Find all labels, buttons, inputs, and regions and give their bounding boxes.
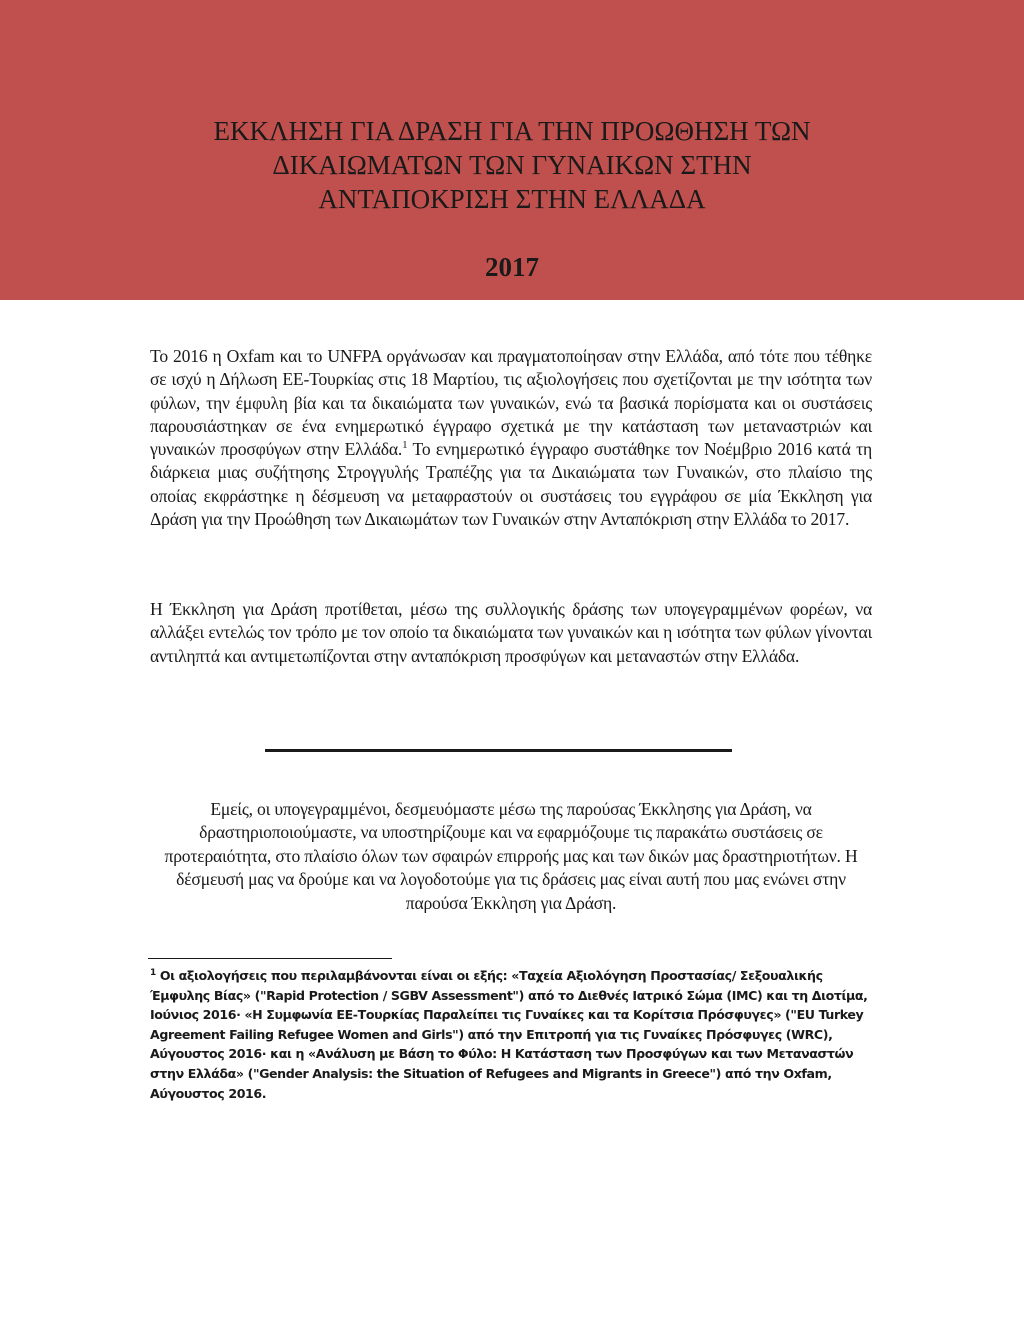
intro-paragraph [150,345,872,531]
title-line-2: ΔΙΚΑΙΩΜΑΤΩΝ ΤΩΝ ΓΥΝΑΙΚΩΝ ΣΤΗΝ [272,150,752,180]
intro-text-part-2: Το ενημερωτικό έγγραφο συστάθηκε τον Νοέμβριο 2016 κατά τη διάρκεια μιας συζήτησης Στρογγυλής Τραπέζης για τα Δικαιώματα των Γυναικών, στο πλαίσιο της οποίας εκφράστηκε η δέσμευση να μεταφραστούν οι συστάσεις του εγγράφου σε μία Έκκληση για Δράση για την Προώθηση των Δικαιωμάτων των Γυναικών στην Ανταπόκριση στην Ελλάδα το 2017. [150,439,872,530]
document-year: 2017 [485,252,539,282]
section-divider [265,749,732,752]
intro-text-part-1: Το 2016 η Oxfam και το UNFPA οργάνωσαν και πραγματοποίησαν στην Ελλάδα, από τότε που τέθηκε σε ισχύ η Δήλωση ΕΕ-Τουρκίας στις 18 Μαρτίου, τις αξιολογήσεις που σχετίζονται με την ισότητα των φύλων, την έμφυλη βία και τα δικαιώματα των γυναικών, ενώ τα βασικά πορίσματα και οι συστάσεις παρουσιάστηκαν σε ένα ενημερωτικό έγγραφο σχετικά με την κατάσταση των μεταναστριών και γυναικών προσφύγων στην Ελλάδα. [150,346,872,460]
footnote [150,966,872,1103]
title-line-3: ΑΝΤΑΠΟΚΡΙΣΗ ΣΤΗΝ ΕΛΛΑΔΑ [318,184,706,214]
purpose-paragraph: Η Έκκληση για Δράση προτίθεται, μέσω της συλλογικής δράσης των υπογεγραμμένων φορέων, να αλλάξει εντελώς τον τρόπο με τον οποίο τα δικαιώματα των γυναικών και η ισότητα των φύλων γίνονται αντιληπτά και αντιμετωπίζονται στην ανταπόκριση προσφύγων και μεταναστών στην Ελλάδα. [150,599,872,666]
footnote-text: Οι αξιολογήσεις που περιλαμβάνονται είναι οι εξής: «Ταχεία Αξιολόγηση Προστασίας/ Σεξουαλικής Έμφυλης Βίας» ("Rapid Protection / SGBV Assessment") από το Διεθνές Ιατρικό Σώμα (IMC) και τη Διοτίμα, Ιούνιος 2016· «Η Συμφωνία ΕΕ-Τουρκίας Παραλείπει τις Γυναίκες και τα Κορίτσια Πρόσφυγες» ("EU Turkey Agreement Failing Refugee Women and Girls") από την Επιτροπή για τις Γυναίκες Πρόσφυγες (WRC), Αύγουστος 2016· και η «Ανάλυση με Βάση το Φύλο: Η Κατάσταση των Προσφύγων και των Μεταναστών στην Ελλάδα» ("Gender Analysis: the Situation of Refugees and Migrants in Greece") από την Oxfam, Αύγουστος 2016. [150,968,868,1101]
footnote-separator [148,958,392,959]
footnote-reference[interactable]: 1 [402,439,408,452]
footnote-mark: 1 [150,967,156,978]
commitment-statement: Εμείς, οι υπογεγραμμένοι, δεσμευόμαστε μέσω της παρούσας Έκκλησης για Δράση, να δραστηριοποιούμαστε, να υποστηρίζουμε και να εφαρμόζουμε τις παρακάτω συστάσεις σε προτεραιότητα, στο πλαίσιο όλων των σφαιρών επιρροής μας και των δικών μας δραστηριοτήτων. Η δέσμευσή μας να δρούμε και να λογοδοτούμε για τις δράσεις μας είναι αυτή που μας ενώνει στην παρούσα Έκκληση για Δράση. [164,799,858,913]
document-title [100,114,924,216]
title-line-1: ΕΚΚΛΗΣΗ ΓΙΑ ΔΡΑΣΗ ΓΙΑ ΤΗΝ ΠΡΟΩΘΗΣΗ ΤΩΝ [213,116,811,146]
